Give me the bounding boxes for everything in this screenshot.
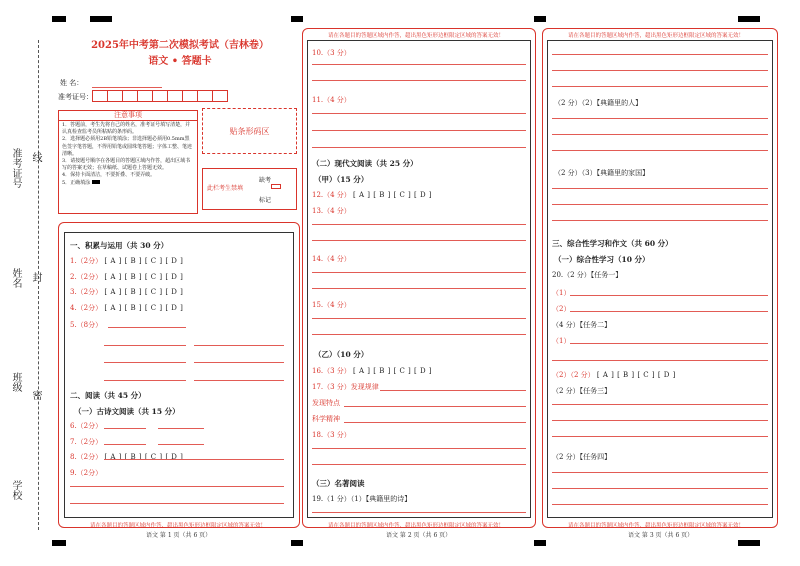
q4-label: 4.（2分） xyxy=(70,304,103,312)
answer-line[interactable] xyxy=(312,464,526,465)
q19-part3-label: （2 分）（3）【典籍里的家国】 xyxy=(554,169,650,177)
exam-id-cell[interactable] xyxy=(167,90,183,102)
q13-label: 13.（4 分） xyxy=(312,207,351,215)
answer-line[interactable] xyxy=(552,472,768,473)
q15-label: 15.（4 分） xyxy=(312,301,351,309)
page3-warning-top: 请在各题目的答题区域内作答，超出黑色矩形边框限定区域的答案无效！ xyxy=(568,33,745,39)
answer-line[interactable] xyxy=(552,220,768,221)
answer-line[interactable] xyxy=(380,390,526,391)
notice-item: 5．正确填涂 xyxy=(62,180,194,187)
name-input[interactable] xyxy=(92,87,162,88)
answer-line[interactable] xyxy=(104,444,146,445)
section-3-title: 三、综合性学习和作文（共 60 分） xyxy=(552,239,673,248)
notice-item: 2．选择题必须用2B铅笔填涂；非选择题必须用0.5mm黑色签字笔答题，不得用铅笔或圆珠笔答题；字体工整、笔迹清晰。 xyxy=(62,136,193,157)
page2-answer-box xyxy=(307,40,531,518)
notice-item: 3．请按题号顺序在各题目的答题区域内作答，超出区域书写的答案无效；在草稿纸、试题卷上答题无效。 xyxy=(62,158,191,172)
answer-line[interactable] xyxy=(194,380,284,381)
answer-line[interactable] xyxy=(312,318,526,319)
page3-warning-bottom: 请在各题目的答题区域内作答，超出黑色矩形边框限定区域的答案无效！ xyxy=(568,523,745,529)
answer-line[interactable] xyxy=(552,204,768,205)
answer-line[interactable] xyxy=(312,334,526,335)
answer-line[interactable] xyxy=(104,362,186,363)
task2-p2-label: （2）（2 分） xyxy=(552,371,595,379)
side-label-school: 学校 xyxy=(10,480,21,500)
section-1-title: 一、积累与运用（共 30 分） xyxy=(70,241,169,250)
answer-line[interactable] xyxy=(312,224,526,225)
answer-line[interactable] xyxy=(312,130,526,131)
q11-label: 11.（4 分） xyxy=(312,96,351,104)
task2-p1-label: （1） xyxy=(552,337,571,345)
exam-id-cell[interactable] xyxy=(182,90,198,102)
notice-item: 4．保持卡面清洁，不要折叠、不要弄破。 xyxy=(62,172,156,179)
q19-part2-label: （2 分）（2）【典籍里的人】 xyxy=(554,99,643,107)
page1-warning-bottom: 请在各题目的答题区域内作答，超出黑色矩形边框限定区域的答案无效！ xyxy=(90,523,267,529)
page-subtitle: 语文 • 答题卡 xyxy=(148,56,212,67)
q3-options[interactable]: [ A ] [ B ] [ C ] [ D ] xyxy=(104,288,184,296)
answer-line[interactable] xyxy=(344,406,526,407)
exam-id-cell[interactable] xyxy=(152,90,168,102)
answer-line[interactable] xyxy=(570,295,768,296)
q14-label: 14.（4 分） xyxy=(312,255,351,263)
side-label-line: 线 xyxy=(30,152,41,162)
answer-line[interactable] xyxy=(552,54,768,55)
exam-id-cell[interactable] xyxy=(197,90,213,102)
q8-options[interactable]: [ A ] [ B ] [ C ] [ D ] xyxy=(104,453,184,461)
exam-id-cells[interactable] xyxy=(92,90,227,102)
subsection-3-title: （三）名著阅读 xyxy=(312,479,365,488)
q12-options[interactable]: [ A ] [ B ] [ C ] [ D ] xyxy=(353,191,433,199)
page2-warning-bottom: 请在各题目的答题区域内作答，超出黑色矩形边框限定区域的答案无效！ xyxy=(328,523,505,529)
answer-line[interactable] xyxy=(552,134,768,135)
exam-id-cell[interactable] xyxy=(137,90,153,102)
part-yi-title: （乙）（10 分） xyxy=(314,350,369,359)
absent-box: 此栏考生禁填 缺考 标记 xyxy=(202,168,297,210)
task1-p1-label: （1） xyxy=(552,289,571,297)
q12-label: 12.（4 分） xyxy=(312,191,351,199)
subsection-4-title: （一）综合性学习（10 分） xyxy=(554,255,650,264)
answer-line[interactable] xyxy=(312,512,526,513)
answer-line[interactable] xyxy=(104,428,146,429)
q17-spirit-label: 科学精神 xyxy=(312,415,340,423)
side-label-name: 姓名 xyxy=(10,268,21,288)
answer-line[interactable] xyxy=(312,147,526,148)
answer-line[interactable] xyxy=(570,311,768,312)
part-jia-title: （甲）（15 分） xyxy=(314,175,369,184)
binding-line xyxy=(38,40,39,530)
answer-line[interactable] xyxy=(552,488,768,489)
q2-label: 2.（2分） xyxy=(70,273,103,281)
answer-line[interactable] xyxy=(194,362,284,363)
answer-line[interactable] xyxy=(158,428,204,429)
task2-label: （4 分）【任务二】 xyxy=(552,321,612,329)
page-title: 2025年中考第二次模拟考试（吉林卷） xyxy=(91,40,269,51)
q18-label: 18.（3 分） xyxy=(312,431,351,439)
subsection-1-title: （一）古诗文阅读（共 15 分） xyxy=(74,407,180,416)
answer-line[interactable] xyxy=(552,404,768,405)
answer-line[interactable] xyxy=(552,70,768,71)
answer-line[interactable] xyxy=(312,272,526,273)
task4-label: （2 分）【任务四】 xyxy=(552,453,612,461)
q4-options[interactable]: [ A ] [ B ] [ C ] [ D ] xyxy=(104,304,184,312)
q7-label: 7.（2分） xyxy=(70,438,103,446)
section-2-title: 二、阅读（共 45 分） xyxy=(70,391,146,400)
q17-label: 17.（3 分）发现规律 xyxy=(312,383,379,391)
page3-footer: 语文 第 3 页（共 6 页） xyxy=(628,532,694,539)
task3-label: （2 分）【任务三】 xyxy=(552,387,612,395)
side-label-class: 班级 xyxy=(10,372,21,392)
side-label-secret: 密 xyxy=(30,390,41,400)
answer-line[interactable] xyxy=(552,118,768,119)
q20-label: 20.（2 分）【任务一】 xyxy=(552,271,623,279)
answer-line[interactable] xyxy=(312,288,526,289)
q1-label: 1.（2分） xyxy=(70,257,103,265)
exam-id-cell[interactable] xyxy=(122,90,138,102)
answer-line[interactable] xyxy=(570,343,768,344)
answer-line[interactable] xyxy=(344,422,526,423)
answer-line[interactable] xyxy=(552,86,768,87)
task1-p2-label: （2） xyxy=(552,305,571,313)
q2-options[interactable]: [ A ] [ B ] [ C ] [ D ] xyxy=(104,273,184,281)
notice-heading: 注意事项 xyxy=(59,111,197,121)
answer-line[interactable] xyxy=(312,113,526,114)
answer-line[interactable] xyxy=(108,327,186,328)
answer-line[interactable] xyxy=(552,504,768,505)
page1-footer: 语文 第 1 页（共 6 页） xyxy=(146,532,212,539)
answer-line[interactable] xyxy=(552,360,768,361)
q3-label: 3.（2分） xyxy=(70,288,103,296)
barcode-area: 贴条形码区 xyxy=(202,108,297,154)
q17-feature-label: 发现特点 xyxy=(312,399,340,407)
answer-line[interactable] xyxy=(70,503,284,504)
notice-item: 1．答题前，考生先将自己的姓名，准考证号填写清楚，并认真检查监考员所粘贴的条形码。 xyxy=(62,122,191,136)
answer-line[interactable] xyxy=(552,420,768,421)
notice-box xyxy=(58,110,198,214)
q16-label: 16.（3 分） xyxy=(312,367,351,375)
q5-label: 5.（8分） xyxy=(70,321,103,329)
answer-line[interactable] xyxy=(312,80,526,81)
subsection-2-title: （二）现代文阅读（共 25 分） xyxy=(312,159,418,168)
q10-label: 10.（3 分） xyxy=(312,49,351,57)
answer-line[interactable] xyxy=(158,444,204,445)
exam-id-cell[interactable] xyxy=(212,90,228,102)
answer-line[interactable] xyxy=(104,345,186,346)
task2-options[interactable]: [ A ] [ B ] [ C ] [ D ] xyxy=(596,371,676,379)
q9-label: 9.（2分） xyxy=(70,469,103,477)
q8-label: 8.（2分） xyxy=(70,453,103,461)
answer-line[interactable] xyxy=(70,486,284,487)
answer-line[interactable] xyxy=(194,345,284,346)
page2-footer: 语文 第 2 页（共 6 页） xyxy=(386,532,452,539)
answer-line[interactable] xyxy=(104,459,284,460)
side-label-seal: 封 xyxy=(30,272,41,282)
answer-line[interactable] xyxy=(312,448,526,449)
exam-id-cell[interactable] xyxy=(107,90,123,102)
page2-warning-top: 请在各题目的答题区域内作答，超出黑色矩形边框限定区域的答案无效！ xyxy=(328,33,505,39)
answer-line[interactable] xyxy=(552,188,768,189)
q19-label: 19.（1 分）（1）【典籍里的诗】 xyxy=(312,495,412,503)
answer-line[interactable] xyxy=(312,64,526,65)
exam-id-cell[interactable] xyxy=(92,90,108,102)
q1-options[interactable]: [ A ] [ B ] [ C ] [ D ] xyxy=(104,257,184,265)
q6-label: 6.（2分） xyxy=(70,422,103,430)
name-label: 姓 名： xyxy=(60,79,84,87)
answer-line[interactable] xyxy=(312,240,526,241)
absent-checkbox[interactable] xyxy=(271,184,281,189)
filled-sample-icon xyxy=(92,180,100,184)
answer-line[interactable] xyxy=(552,150,768,151)
q16-options[interactable]: [ A ] [ B ] [ C ] [ D ] xyxy=(353,367,433,375)
notice-list xyxy=(59,121,197,188)
side-label-exam-id: 准考证号 xyxy=(10,148,21,188)
exam-id-label: 准考证号： xyxy=(58,93,93,101)
answer-line[interactable] xyxy=(552,436,768,437)
answer-line[interactable] xyxy=(104,380,186,381)
